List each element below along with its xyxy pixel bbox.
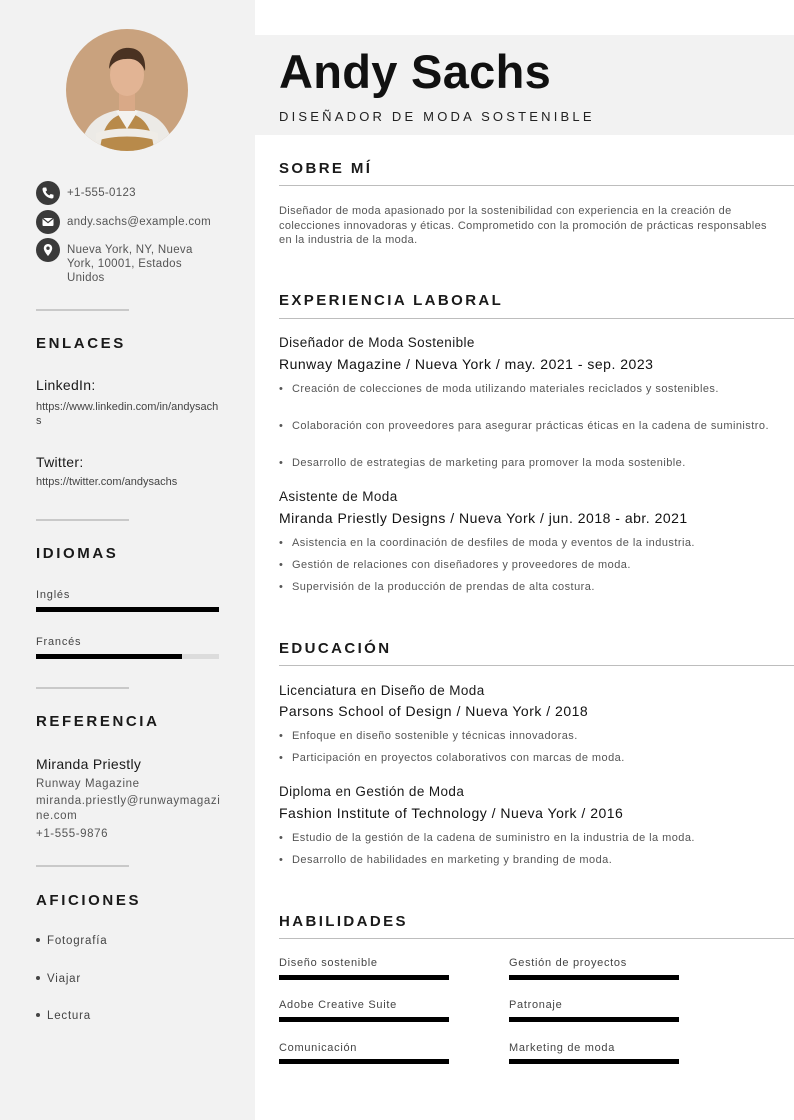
language-english-level [36, 607, 219, 612]
bullet-icon: • [279, 730, 284, 742]
job-bullet [279, 456, 769, 471]
twitter-link[interactable]: https://twitter.com/andysachs [36, 476, 178, 488]
phone-icon [36, 181, 60, 205]
education-heading: EDUCACIÓN [279, 640, 392, 657]
contact-phone [36, 181, 207, 205]
languages-heading: IDIOMAS [36, 545, 119, 562]
candidate-name: Andy Sachs [279, 45, 552, 98]
mail-icon [36, 210, 60, 234]
bullet-text: Gestión de relaciones con diseñadores y proveedores de moda. [292, 559, 631, 571]
education-bullet [279, 729, 769, 744]
bullet-text: Desarrollo de habilidades en marketing y branding de moda. [292, 854, 613, 866]
job-bullet [279, 536, 769, 551]
skill-bar [279, 1059, 449, 1064]
reference-company: Runway Magazine [36, 778, 140, 790]
experience-heading: EXPERIENCIA LABORAL [279, 292, 504, 309]
reference-name: Miranda Priestly [36, 756, 142, 772]
job-bullet [279, 558, 769, 573]
language-english-label: Inglés [36, 589, 71, 601]
job-bullet [279, 580, 769, 595]
reference-heading: REFERENCIA [36, 713, 160, 730]
hobby-item [36, 1010, 91, 1022]
job-role: Diseñador de Moda Sostenible [279, 335, 475, 350]
about-heading: SOBRE MÍ [279, 160, 373, 177]
bullet-icon: • [279, 457, 284, 469]
skill-label: Comunicación [279, 1042, 358, 1054]
links-heading: ENLACES [36, 335, 126, 352]
twitter-label: Twitter: [36, 454, 84, 470]
education-bullet [279, 831, 769, 846]
contact-email [36, 210, 211, 234]
education-bullet [279, 751, 769, 766]
reference-phone: +1-555-9876 [36, 828, 109, 840]
bullet-text: Supervisión de la producción de prendas de alta costura. [292, 581, 595, 593]
education-bullet [279, 853, 769, 868]
skill-level [509, 1017, 679, 1022]
divider [36, 309, 129, 311]
bullet-icon: • [279, 581, 284, 593]
skill-level [279, 975, 449, 980]
hobby-label: Viajar [47, 973, 81, 985]
bullet-icon: • [279, 420, 284, 432]
skill-level [509, 1059, 679, 1064]
language-french-level [36, 654, 182, 659]
bullet-icon: • [279, 559, 284, 571]
bullet-icon: • [279, 832, 284, 844]
linkedin-link[interactable]: https://www.linkedin.com/in/andysachs [36, 401, 219, 427]
hobby-item [36, 973, 81, 985]
skill-bar [509, 975, 679, 980]
email-address[interactable]: andy.sachs@example.com [67, 216, 211, 228]
job-role: Asistente de Moda [279, 489, 398, 504]
candidate-title: DISEÑADOR DE MODA SOSTENIBLE [279, 109, 595, 124]
skill-label: Patronaje [509, 999, 563, 1011]
profile-photo [66, 29, 188, 151]
contact-address [36, 238, 207, 285]
hobby-label: Fotografía [47, 935, 108, 947]
phone-number: +1-555-0123 [67, 187, 136, 199]
skill-bar [279, 975, 449, 980]
degree-org: Fashion Institute of Technology / Nueva York / 2016 [279, 805, 624, 821]
divider [36, 865, 129, 867]
job-bullet [279, 382, 769, 397]
skill-level [509, 975, 679, 980]
section-rule [279, 665, 794, 666]
section-rule [279, 938, 794, 939]
divider [36, 519, 129, 521]
job-bullet [279, 419, 769, 434]
bullet-text: Enfoque en diseño sostenible y técnicas innovadoras. [292, 730, 578, 742]
bullet-icon: • [279, 854, 284, 866]
divider [36, 687, 129, 689]
skill-label: Adobe Creative Suite [279, 999, 397, 1011]
skill-bar [279, 1017, 449, 1022]
job-org: Runway Magazine / Nueva York / may. 2021 - sep. 2023 [279, 356, 654, 372]
address-text: Nueva York, NY, Nueva York, 10001, Estados Unidos [67, 244, 193, 284]
skill-bar [509, 1059, 679, 1064]
bullet-icon: • [279, 752, 284, 764]
bullet-text: Participación en proyectos colaborativos con marcas de moda. [292, 752, 625, 764]
degree-title: Diploma en Gestión de Moda [279, 784, 465, 799]
bullet-text: Creación de colecciones de moda utilizando materiales reciclados y sostenibles. [292, 383, 719, 395]
bullet-text: Estudio de la gestión de la cadena de suministro en la industria de la moda. [292, 832, 695, 844]
bullet-text: Colaboración con proveedores para asegurar prácticas éticas en la cadena de suministro. [292, 420, 769, 432]
skill-bar [509, 1017, 679, 1022]
bullet-text: Desarrollo de estrategias de marketing para promover la moda sostenible. [292, 457, 686, 469]
section-rule [279, 185, 794, 186]
bullet-icon: • [279, 537, 284, 549]
bullet-icon [36, 938, 40, 942]
skill-level [279, 1017, 449, 1022]
location-pin-icon [36, 238, 60, 262]
section-rule [279, 318, 794, 319]
bullet-text: Asistencia en la coordinación de desfiles de moda y eventos de la industria. [292, 537, 695, 549]
language-french-bar [36, 654, 219, 659]
skills-heading: HABILIDADES [279, 913, 408, 930]
degree-org: Parsons School of Design / Nueva York / 2018 [279, 703, 589, 719]
about-text: Diseñador de moda apasionado por la sostenibilidad con experiencia en la creación de colecciones innovadoras y éticas. Comprometido con la promoción de prácticas responsables en la industria de la moda. [279, 205, 767, 246]
skill-label: Diseño sostenible [279, 957, 378, 969]
sidebar [0, 0, 255, 1120]
job-org: Miranda Priestly Designs / Nueva York / jun. 2018 - abr. 2021 [279, 510, 688, 526]
reference-email[interactable]: miranda.priestly@runwaymagazine.com [36, 795, 221, 822]
skill-level [279, 1059, 449, 1064]
hobbies-heading: AFICIONES [36, 892, 142, 909]
hobby-item [36, 935, 107, 947]
hobby-label: Lectura [47, 1010, 91, 1022]
skill-label: Marketing de moda [509, 1042, 616, 1054]
skill-label: Gestión de proyectos [509, 957, 627, 969]
linkedin-label: LinkedIn: [36, 377, 96, 393]
bullet-icon [36, 976, 40, 980]
language-english-bar [36, 607, 219, 612]
language-french-label: Francés [36, 636, 82, 648]
bullet-icon: • [279, 383, 284, 395]
bullet-icon [36, 1013, 40, 1017]
degree-title: Licenciatura en Diseño de Moda [279, 683, 485, 698]
